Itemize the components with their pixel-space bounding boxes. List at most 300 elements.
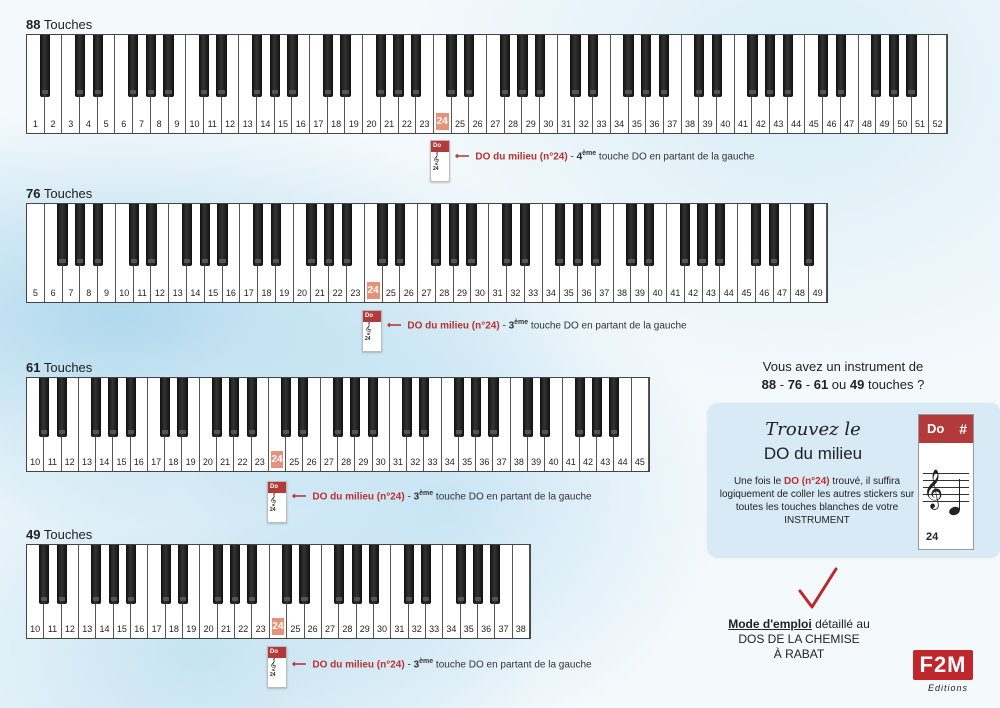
key-number: 7 [138,119,144,129]
key-number: 12 [64,624,75,634]
key-number: 15 [116,624,127,634]
key-number: 29 [525,119,536,129]
annotation-49: ⟵ DO du milieu (n°24) - 3ème touche DO en partant de la gauche [292,658,592,671]
key-number: 28 [341,457,352,467]
key-number: 10 [30,457,41,467]
black-key [712,35,722,97]
black-key [93,35,103,97]
key-number: 22 [238,624,249,634]
treble-clef-icon: 𝄞 [923,470,944,508]
key-number: 27 [323,457,334,467]
key-number: 49 [879,119,890,129]
key-number: 1 [32,119,38,129]
black-key [212,378,222,437]
key-number: 39 [531,457,542,467]
black-key [871,35,881,97]
black-key [488,378,498,437]
key-number: 23 [419,119,430,129]
key-number: 20 [297,288,308,298]
key-number: 45 [741,288,752,298]
key-number: 18 [168,457,179,467]
key-number: 17 [243,288,254,298]
black-key [75,35,85,97]
treble-clef-icon: 𝄞 [270,659,277,671]
key-number: 41 [670,288,681,298]
black-key [247,545,257,604]
key-number: 26 [306,457,317,467]
black-key [199,35,209,97]
key-number: 23 [255,624,266,634]
black-key [818,35,828,97]
key-number: 6 [50,288,56,298]
black-key [765,35,775,97]
black-key [109,545,119,604]
key-number: 25 [454,119,465,129]
white-key [929,35,947,133]
black-key [659,35,669,97]
key-number: 42 [688,288,699,298]
black-key [299,545,309,604]
key-number: 42 [583,457,594,467]
sticker-note: Do [363,311,381,322]
key-number: 18 [331,119,342,129]
key-number: 39 [702,119,713,129]
black-key [520,204,530,266]
black-key [324,204,334,266]
section-title-49: 49 Touches [26,527,93,542]
key-number: 2 [50,119,56,129]
key-number: 28 [508,119,519,129]
key-number: 26 [472,119,483,129]
key-number: 24 [367,282,380,299]
sticker-number: 24 [270,507,276,513]
key-number: 11 [207,119,217,129]
annotation-61: ⟵ DO du milieu (n°24) - 3ème touche DO en partant de la gauche [292,490,592,503]
white-key [27,204,45,302]
key-number: 44 [791,119,802,129]
card-handwritten-title: Trouvez le [765,419,861,440]
key-number: 36 [649,119,660,129]
black-key [40,35,50,97]
key-number: 9 [174,119,180,129]
card-title: DO du milieu [763,444,863,463]
black-key [623,35,633,97]
key-number: 10 [189,119,200,129]
black-key [281,378,291,437]
key-number: 20 [366,119,377,129]
sticker-number: 24 [433,166,439,172]
middle-c-sticker [362,310,382,352]
key-number: 46 [826,119,837,129]
key-number: 39 [634,288,645,298]
key-number: 27 [325,624,336,634]
key-number: 30 [474,288,485,298]
key-number: 25 [289,457,300,467]
keyboard-88 [26,34,948,134]
key-number: 14 [190,288,201,298]
key-number: 13 [81,457,92,467]
key-number: 22 [332,288,343,298]
section-title-88: 88 Touches [26,17,93,32]
keyboard-61 [26,377,650,472]
key-number: 16 [133,457,144,467]
black-key [680,204,690,266]
black-key [575,378,585,437]
black-key [393,35,403,97]
key-number: 12 [224,119,235,129]
annotation-76: ⟵ DO du milieu (n°24) - 3ème touche DO en partant de la gauche [387,319,687,332]
black-key [471,378,481,437]
key-number: 10 [30,624,41,634]
key-number: 18 [168,624,179,634]
sticker-note: Do [268,647,286,658]
key-number: 38 [684,119,695,129]
key-number: 38 [513,457,524,467]
black-key [287,35,297,97]
middle-c-sticker [267,481,287,523]
black-key [473,545,483,604]
key-number: 15 [208,288,219,298]
key-number: 47 [777,288,788,298]
black-key [340,35,350,97]
key-number: 38 [515,624,526,634]
black-key [160,378,170,437]
black-key [456,545,466,604]
black-key [39,545,49,604]
key-number: 25 [385,288,396,298]
black-key [555,204,565,266]
f2m-logo: F2M [913,650,973,680]
key-number: 40 [720,119,731,129]
black-key [747,35,757,97]
black-key [836,35,846,97]
black-key [431,204,441,266]
key-number: 13 [172,288,183,298]
key-number: 19 [348,119,359,129]
key-number: 32 [510,288,521,298]
key-number: 48 [794,288,805,298]
white-key [513,545,530,638]
key-number: 11 [47,457,58,467]
logo-subtitle: Editions [927,683,969,693]
key-number: 51 [914,119,925,129]
black-key [592,378,602,437]
black-key [368,378,378,437]
key-number: 16 [225,288,236,298]
key-number: 33 [427,457,438,467]
key-number: 18 [261,288,272,298]
black-key [146,204,156,266]
key-number: 45 [808,119,819,129]
black-key [377,204,387,266]
key-number: 21 [314,288,325,298]
key-number: 25 [290,624,301,634]
key-number: 35 [563,288,574,298]
key-number: 37 [496,457,507,467]
black-key [369,545,379,604]
key-number: 34 [545,288,556,298]
black-key [182,204,192,266]
black-key [376,35,386,97]
black-key [229,378,239,437]
black-key [75,204,85,266]
key-number: 32 [578,119,589,129]
large-do-sticker [918,414,974,550]
black-key [694,35,704,97]
black-key [253,204,263,266]
key-number: 30 [377,624,388,634]
key-number: 4 [85,119,91,129]
black-key [352,545,362,604]
key-number: 19 [279,288,290,298]
arrow-left-icon: ⟵ [455,151,470,163]
black-key [454,378,464,437]
black-key [804,204,814,266]
black-key [402,378,412,437]
black-key [91,545,101,604]
black-key [570,35,580,97]
black-key [464,35,474,97]
black-key [573,204,583,266]
key-number: 15 [278,119,289,129]
key-number: 20 [203,624,214,634]
treble-clef-icon: 𝄞 [270,494,277,506]
key-number: 32 [411,624,422,634]
black-key [644,204,654,266]
black-key [591,204,601,266]
key-number: 21 [220,624,231,634]
sticker-note: Do [268,482,286,493]
black-key [57,204,67,266]
black-key [395,204,405,266]
keyboard-49 [26,544,531,639]
key-number: 36 [481,624,492,634]
black-key [230,545,240,604]
black-key [535,35,545,97]
black-key [282,545,292,604]
black-key [446,35,456,97]
key-number: 15 [116,457,127,467]
instrument-question: Vous avez un instrument de 88 - 76 - 61 ou 49 touches ? [761,359,925,392]
key-number: 31 [492,288,503,298]
black-key [502,204,512,266]
key-number: 36 [479,457,490,467]
key-number: 24 [436,113,449,130]
note-stem [959,479,960,510]
black-key [906,35,916,97]
key-number: 7 [68,288,74,298]
arrow-left-icon: ⟵ [387,320,402,332]
black-key [213,545,223,604]
key-number: 27 [421,288,432,298]
arrow-left-icon: ⟵ [292,659,307,671]
black-key [57,545,67,604]
key-number: 33 [596,119,607,129]
key-number: 31 [561,119,572,129]
key-number: 35 [462,457,473,467]
black-key [161,545,171,604]
key-number: 19 [186,624,197,634]
key-number: 29 [358,457,369,467]
black-key [641,35,651,97]
key-number: 16 [295,119,306,129]
key-number: 6 [121,119,127,129]
black-key [200,204,210,266]
key-number: 37 [498,624,509,634]
black-key [350,378,360,437]
key-number: 36 [581,288,592,298]
key-number: 8 [156,119,162,129]
key-number: 30 [543,119,554,129]
key-number: 47 [844,119,855,129]
black-key [217,204,227,266]
key-number: 44 [723,288,734,298]
key-number: 9 [103,288,109,298]
middle-c-sticker [267,646,287,688]
key-number: 44 [617,457,628,467]
key-number: 13 [82,624,93,634]
black-key [252,35,262,97]
key-number: 42 [755,119,766,129]
key-number: 31 [394,624,405,634]
key-number: 17 [151,457,162,467]
black-key [889,35,899,97]
black-key [91,378,101,437]
black-key [466,204,476,266]
black-key [126,378,136,437]
black-key [333,378,343,437]
key-number: 28 [439,288,450,298]
black-key [57,378,67,437]
key-number: 37 [599,288,610,298]
black-key [500,35,510,97]
sticker-note-label: Do [927,421,945,436]
key-number: 35 [631,119,642,129]
black-key [609,378,619,437]
key-number: 34 [444,457,455,467]
black-key [411,35,421,97]
sticker-note: Do [431,141,449,152]
key-number: 29 [359,624,370,634]
black-key [306,204,316,266]
black-key [108,378,118,437]
key-number: 45 [634,457,645,467]
key-number: 26 [307,624,318,634]
key-number: 13 [242,119,253,129]
black-key [128,35,138,97]
arrow-left-icon: ⟵ [292,491,307,503]
black-key [126,545,136,604]
key-number: 52 [932,119,943,129]
instructions-note: Mode d'emploi détaillé au DOS DE LA CHEMISE À RABAT [728,617,870,661]
key-number: 10 [119,288,130,298]
key-number: 33 [528,288,539,298]
key-number: 37 [667,119,678,129]
key-number: 11 [47,624,58,634]
card-description: Une fois le DO (n°24) trouvé, il suffira logiquement de coller les autres stickers sur toutes les touches blanches de votre INSTRUMENT [719,476,915,526]
black-key [177,378,187,437]
key-number: 40 [652,288,663,298]
black-key [523,378,533,437]
section-title-61: 61 Touches [26,360,93,375]
key-number: 27 [490,119,501,129]
key-number: 23 [254,457,265,467]
key-number: 14 [99,624,110,634]
key-number: 16 [134,624,145,634]
key-number: 23 [350,288,361,298]
key-number: 20 [202,457,213,467]
key-number: 24 [272,618,284,635]
black-key [129,204,139,266]
key-number: 22 [401,119,412,129]
key-number: 50 [897,119,908,129]
key-number: 22 [237,457,248,467]
key-number: 14 [260,119,271,129]
keyboard-76 [26,203,828,303]
key-number: 17 [151,624,162,634]
black-key [517,35,527,97]
key-number: 11 [137,288,147,298]
sticker-number: 24 [365,336,371,342]
key-number: 33 [429,624,440,634]
key-number: 29 [457,288,468,298]
treble-clef-icon: 𝄞 [433,153,440,165]
key-number: 48 [861,119,872,129]
black-key [540,378,550,437]
black-key [715,204,725,266]
key-number: 40 [548,457,559,467]
black-key [298,378,308,437]
key-number: 34 [446,624,457,634]
black-key [421,545,431,604]
black-key [626,204,636,266]
black-key [93,204,103,266]
key-number: 43 [600,457,611,467]
black-key [334,545,344,604]
key-number: 34 [614,119,625,129]
key-number: 12 [64,457,75,467]
black-key [270,35,280,97]
key-number: 24 [271,451,283,468]
key-number: 12 [154,288,165,298]
white-key [632,378,649,471]
black-key [751,204,761,266]
key-number: 5 [103,119,109,129]
black-key [178,545,188,604]
key-number: 3 [68,119,74,129]
key-number: 19 [185,457,196,467]
black-key [163,35,173,97]
key-number: 14 [99,457,110,467]
black-key [216,35,226,97]
key-number: 41 [738,119,749,129]
key-number: 17 [313,119,324,129]
key-number: 30 [375,457,386,467]
key-number: 43 [773,119,784,129]
key-number: 21 [220,457,231,467]
black-key [697,204,707,266]
black-key [342,204,352,266]
black-key [769,204,779,266]
annotation-88: ⟵ DO du milieu (n°24) - 4ème touche DO en partant de la gauche [455,150,755,163]
black-key [588,35,598,97]
treble-clef-icon: 𝄞 [365,323,372,335]
key-number: 5 [32,288,38,298]
black-key [490,545,500,604]
key-number: 49 [812,288,823,298]
key-number: 8 [86,288,92,298]
checkmark-icon [796,565,840,611]
